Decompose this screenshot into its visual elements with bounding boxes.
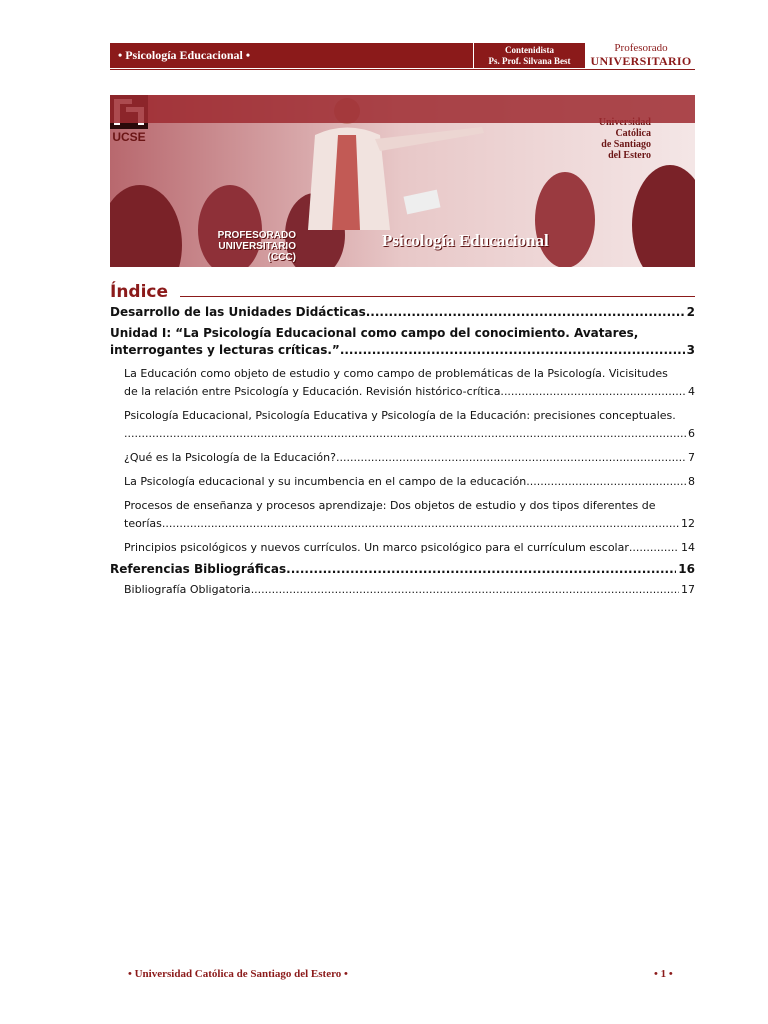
program-line2: UNIVERSITARIO: [590, 54, 692, 68]
index-title-rule: [180, 296, 695, 297]
toc-entry[interactable]: Psicología Educacional, Psicología Educativa y Psicología de la Educación: precisiones conceptuales. ..... 6: [110, 407, 695, 443]
author-label: Contenidista: [504, 45, 554, 55]
author-name: Ps. Prof. Silvana Best: [488, 56, 571, 66]
toc-entry[interactable]: Referencias Bibliográficas ..... 16: [110, 561, 695, 578]
footer-university: • Universidad Católica de Santiago del Estero •: [128, 968, 348, 980]
toc-entry[interactable]: Desarrollo de las Unidades Didácticas ..... 2: [110, 304, 695, 321]
toc-page: 6: [688, 427, 695, 440]
university-name: Católica de Santiago del Estero: [601, 128, 651, 161]
toc-entry[interactable]: La Educación como objeto de estudio y como campo de problemáticas de la Psicología. Vicisitudes de la relación entre Psicología y Educación. Revisión histórico-crítica. ..... 4: [110, 365, 695, 401]
program-line1: Profesorado: [614, 42, 668, 54]
toc-page: 12: [681, 517, 695, 530]
toc-page: 2: [686, 305, 695, 319]
header-rule: [110, 69, 695, 70]
toc-page: 17: [681, 583, 695, 596]
header-subject: • Psicología Educacional •: [110, 43, 473, 68]
table-of-contents: [110, 304, 695, 599]
banner-band: [110, 95, 695, 123]
toc-page: 14: [681, 541, 695, 554]
toc-page: 4: [688, 385, 695, 398]
course-title: Psicología Educacional: [382, 231, 549, 250]
course-banner: [110, 95, 695, 267]
toc-entry[interactable]: ¿Qué es la Psicología de la Educación? ..... 7: [110, 449, 695, 467]
toc-entry[interactable]: La Psicología educacional y su incumbencia en el campo de la educación. ..... 8: [110, 473, 695, 491]
toc-page: 7: [688, 451, 695, 464]
profesorado-label: PROFESORADO UNIVERSITARIO (CCC): [217, 230, 296, 263]
footer-page-number: • 1 •: [654, 968, 673, 980]
header-author: [474, 43, 585, 68]
toc-entry[interactable]: Principios psicológicos y nuevos currículos. Un marco psicológico para el currículum escolar ..... 14: [110, 539, 695, 557]
header-program: [586, 42, 696, 69]
toc-page: 16: [678, 562, 695, 576]
toc-page: 8: [688, 475, 695, 488]
toc-entry[interactable]: Procesos de enseñanza y procesos aprendizaje: Dos objetos de estudio y dos tipos diferentes de teorías. ..... 12: [110, 497, 695, 533]
svg-text:UCSE: UCSE: [112, 130, 146, 143]
toc-entry[interactable]: Bibliografía Obligatoria ..... 17: [110, 581, 695, 599]
toc-page: 3: [686, 343, 695, 357]
toc-entry[interactable]: Unidad I: “La Psicología Educacional como campo del conocimiento. Avatares, interrogantes y lecturas críticas.” ..... 3: [110, 325, 695, 359]
index-title: Índice: [110, 282, 169, 302]
